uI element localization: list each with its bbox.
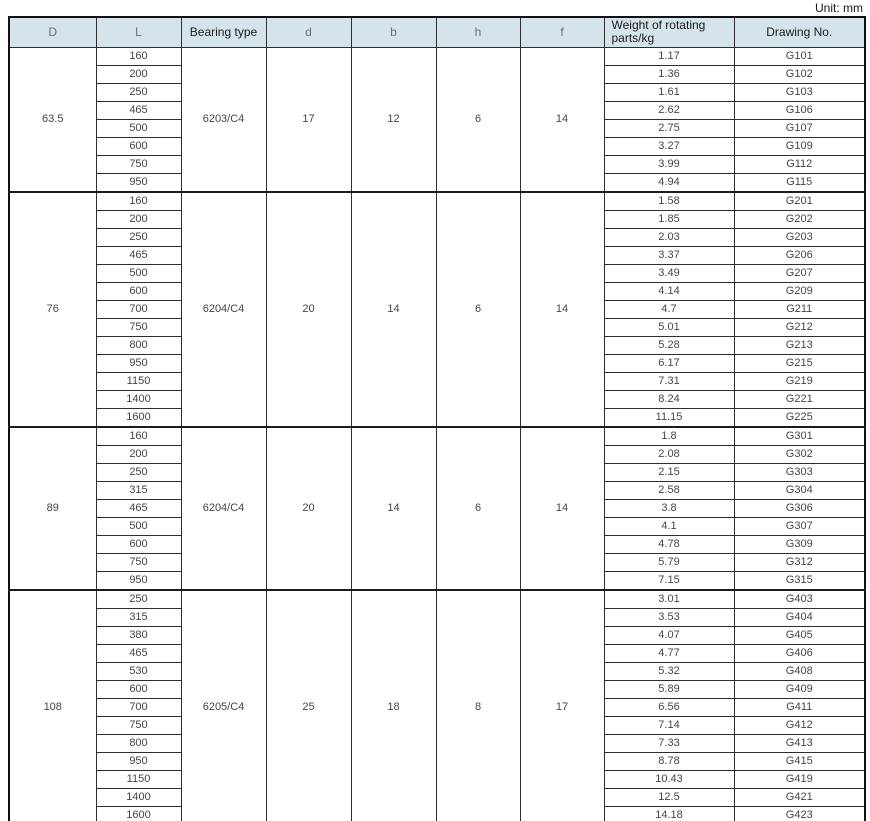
cell-h: 6 [436,47,520,192]
cell-drawing-no: G412 [734,716,865,734]
cell-weight: 2.62 [604,101,734,119]
cell-drawing-no: G409 [734,680,865,698]
cell-f: 14 [520,192,604,427]
cell-L: 465 [96,499,181,517]
cell-L: 1150 [96,372,181,390]
cell-drawing-no: G101 [734,47,865,65]
cell-L: 465 [96,101,181,119]
cell-weight: 3.37 [604,246,734,264]
cell-L: 465 [96,644,181,662]
cell-drawing-no: G405 [734,626,865,644]
cell-weight: 14.18 [604,806,734,821]
cell-h: 6 [436,192,520,427]
cell-weight: 1.85 [604,210,734,228]
column-header-f: f [520,17,604,47]
cell-weight: 3.8 [604,499,734,517]
cell-drawing-no: G211 [734,300,865,318]
cell-drawing-no: G219 [734,372,865,390]
cell-L: 950 [96,173,181,192]
cell-d: 25 [266,590,351,821]
cell-weight: 1.61 [604,83,734,101]
cell-drawing-no: G213 [734,336,865,354]
cell-drawing-no: G309 [734,535,865,553]
cell-L: 600 [96,282,181,300]
cell-L: 600 [96,535,181,553]
cell-L: 950 [96,354,181,372]
cell-drawing-no: G215 [734,354,865,372]
cell-drawing-no: G206 [734,246,865,264]
cell-weight: 5.01 [604,318,734,336]
cell-L: 200 [96,65,181,83]
cell-bearing-type: 6205/C4 [181,590,266,821]
cell-weight: 2.58 [604,481,734,499]
table-header [9,17,865,47]
cell-D: 63.5 [9,47,96,192]
column-header-drawing: Drawing No. [734,17,865,47]
column-header-b: b [351,17,436,47]
cell-weight: 3.53 [604,608,734,626]
cell-drawing-no: G109 [734,137,865,155]
cell-drawing-no: G421 [734,788,865,806]
cell-h: 8 [436,590,520,821]
cell-b: 18 [351,590,436,821]
cell-drawing-no: G303 [734,463,865,481]
cell-weight: 4.07 [604,626,734,644]
column-header-L: L [96,17,181,47]
cell-weight: 11.15 [604,408,734,427]
bearing-spec-table [8,16,866,821]
cell-weight: 3.27 [604,137,734,155]
column-header-weight: Weight of rotating parts/kg [604,17,734,47]
cell-drawing-no: G423 [734,806,865,821]
cell-h: 6 [436,427,520,590]
cell-weight: 7.31 [604,372,734,390]
cell-d: 17 [266,47,351,192]
cell-drawing-no: G413 [734,734,865,752]
cell-weight: 2.03 [604,228,734,246]
column-header-d: d [266,17,351,47]
cell-drawing-no: G201 [734,192,865,211]
table-row [9,192,865,211]
cell-L: 800 [96,734,181,752]
cell-L: 500 [96,517,181,535]
cell-drawing-no: G203 [734,228,865,246]
cell-weight: 3.01 [604,590,734,609]
table-row [9,427,865,446]
cell-weight: 10.43 [604,770,734,788]
cell-weight: 7.14 [604,716,734,734]
cell-L: 750 [96,553,181,571]
cell-L: 160 [96,427,181,446]
cell-L: 1400 [96,390,181,408]
cell-L: 500 [96,119,181,137]
cell-drawing-no: G102 [734,65,865,83]
cell-L: 1600 [96,806,181,821]
table-row [9,47,865,65]
cell-drawing-no: G406 [734,644,865,662]
cell-b: 12 [351,47,436,192]
cell-L: 380 [96,626,181,644]
cell-drawing-no: G221 [734,390,865,408]
cell-L: 600 [96,137,181,155]
cell-drawing-no: G207 [734,264,865,282]
cell-weight: 4.94 [604,173,734,192]
cell-drawing-no: G212 [734,318,865,336]
cell-weight: 5.32 [604,662,734,680]
cell-weight: 5.28 [604,336,734,354]
cell-drawing-no: G103 [734,83,865,101]
cell-drawing-no: G115 [734,173,865,192]
cell-weight: 4.77 [604,644,734,662]
cell-f: 17 [520,590,604,821]
cell-drawing-no: G408 [734,662,865,680]
cell-L: 750 [96,318,181,336]
cell-L: 500 [96,264,181,282]
cell-L: 1400 [96,788,181,806]
cell-drawing-no: G301 [734,427,865,446]
cell-weight: 6.56 [604,698,734,716]
cell-weight: 2.15 [604,463,734,481]
cell-L: 250 [96,463,181,481]
cell-bearing-type: 6204/C4 [181,427,266,590]
cell-L: 800 [96,336,181,354]
cell-L: 700 [96,698,181,716]
column-header-D: D [9,17,96,47]
cell-L: 315 [96,608,181,626]
cell-L: 530 [96,662,181,680]
cell-weight: 3.49 [604,264,734,282]
header-row [9,17,865,47]
table-body [9,47,865,821]
cell-weight: 7.33 [604,734,734,752]
cell-L: 200 [96,210,181,228]
cell-L: 250 [96,83,181,101]
cell-b: 14 [351,427,436,590]
cell-f: 14 [520,427,604,590]
cell-weight: 6.17 [604,354,734,372]
cell-weight: 4.14 [604,282,734,300]
cell-L: 465 [96,246,181,264]
cell-D: 76 [9,192,96,427]
cell-drawing-no: G307 [734,517,865,535]
cell-b: 14 [351,192,436,427]
cell-L: 160 [96,47,181,65]
cell-drawing-no: G315 [734,571,865,590]
cell-d: 20 [266,427,351,590]
cell-weight: 5.89 [604,680,734,698]
cell-weight: 7.15 [604,571,734,590]
cell-L: 750 [96,155,181,173]
cell-weight: 12.5 [604,788,734,806]
cell-L: 1600 [96,408,181,427]
cell-drawing-no: G404 [734,608,865,626]
cell-L: 1150 [96,770,181,788]
cell-L: 250 [96,590,181,609]
cell-weight: 1.36 [604,65,734,83]
unit-label: Unit: mm [815,1,863,15]
cell-weight: 1.8 [604,427,734,446]
cell-L: 315 [96,481,181,499]
column-header-h: h [436,17,520,47]
column-header-bearing: Bearing type [181,17,266,47]
cell-weight: 2.08 [604,445,734,463]
cell-weight: 4.78 [604,535,734,553]
cell-drawing-no: G302 [734,445,865,463]
cell-weight: 5.79 [604,553,734,571]
cell-drawing-no: G107 [734,119,865,137]
cell-L: 600 [96,680,181,698]
cell-drawing-no: G225 [734,408,865,427]
cell-drawing-no: G403 [734,590,865,609]
cell-bearing-type: 6203/C4 [181,47,266,192]
cell-drawing-no: G411 [734,698,865,716]
cell-drawing-no: G202 [734,210,865,228]
cell-weight: 8.24 [604,390,734,408]
cell-weight: 4.7 [604,300,734,318]
cell-L: 750 [96,716,181,734]
cell-D: 108 [9,590,96,821]
cell-drawing-no: G112 [734,155,865,173]
cell-drawing-no: G312 [734,553,865,571]
cell-L: 200 [96,445,181,463]
cell-drawing-no: G306 [734,499,865,517]
cell-D: 89 [9,427,96,590]
cell-d: 20 [266,192,351,427]
cell-L: 700 [96,300,181,318]
cell-weight: 4.1 [604,517,734,535]
cell-drawing-no: G304 [734,481,865,499]
cell-weight: 1.58 [604,192,734,211]
cell-weight: 8.78 [604,752,734,770]
cell-L: 160 [96,192,181,211]
cell-weight: 2.75 [604,119,734,137]
table-row [9,590,865,609]
cell-drawing-no: G415 [734,752,865,770]
cell-f: 14 [520,47,604,192]
cell-weight: 3.99 [604,155,734,173]
cell-L: 950 [96,571,181,590]
cell-weight: 1.17 [604,47,734,65]
cell-drawing-no: G106 [734,101,865,119]
cell-L: 250 [96,228,181,246]
cell-L: 950 [96,752,181,770]
cell-bearing-type: 6204/C4 [181,192,266,427]
cell-drawing-no: G419 [734,770,865,788]
cell-drawing-no: G209 [734,282,865,300]
